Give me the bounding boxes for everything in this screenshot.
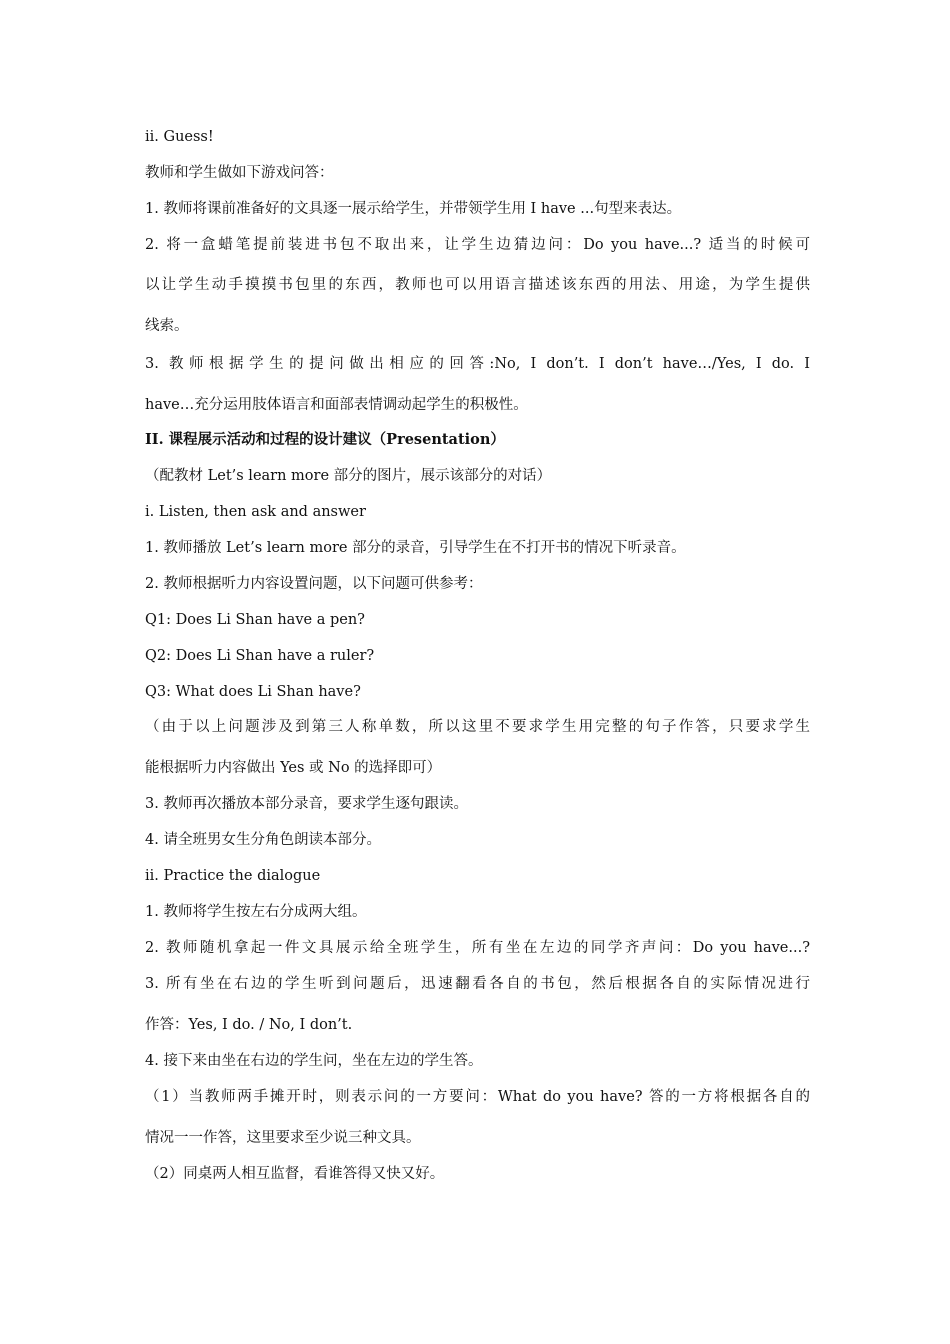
list-item: 1. 教师将课前准备好的文具逐一展示给学生，并带领学生用 I have ...句型来表达。 (145, 201, 682, 217)
sub-list-item: （1）当教师两手摊开时，则表示问的一方要问：What do you have? 答的一方将根据各自的 (145, 1089, 810, 1105)
paragraph-line: 能根据听力内容做出 Yes 或 No 的选择即可） (145, 760, 442, 776)
list-item: 4. 接下来由坐在右边的学生问，坐在左边的学生答。 (145, 1053, 483, 1069)
list-item: 3. 教师再次播放本部分录音，要求学生逐句跟读。 (145, 796, 468, 812)
list-item: 2. 将一盒蜡笔提前装进书包不取出来，让学生边猜边问：Do you have...? 适当的时候可 (145, 237, 810, 253)
paragraph-line: have…充分运用肢体语言和面部表情调动起学生的积极性。 (145, 397, 528, 413)
paragraph-line: 情况一一作答，这里要求至少说三种文具。 (145, 1130, 421, 1146)
subsection-heading-practice: ii. Practice the dialogue (145, 868, 321, 884)
list-item: 2. 教师根据听力内容设置问题，以下问题可供参考： (145, 576, 483, 592)
list-item: 1. 教师将学生按左右分成两大组。 (145, 904, 367, 920)
list-item: 3. 教师根据学生的提问做出相应的回答:No, I don’t. I don’t have…/Yes, I do. I (145, 356, 810, 372)
question-item: Q2: Does Li Shan have a ruler? (145, 648, 375, 664)
sub-list-item: （2）同桌两人相互监督，看谁答得又快又好。 (145, 1166, 445, 1182)
list-item: 1. 教师播放 Let’s learn more 部分的录音，引导学生在不打开书的情况下听录音。 (145, 540, 686, 556)
paragraph-line: 作答：Yes, I do. / No, I don’t. (145, 1017, 353, 1033)
paragraph-line: （由于以上问题涉及到第三人称单数，所以这里不要求学生用完整的句子作答，只要求学生 (145, 719, 810, 735)
list-item: 2. 教师随机拿起一件文具展示给全班学生，所有坐在左边的同学齐声问：Do you have...? (145, 940, 810, 956)
subsection-heading-guess: ii. Guess! (145, 129, 214, 145)
paragraph-line: 以让学生动手摸摸书包里的东西，教师也可以用语言描述该东西的用法、用途，为学生提供 (145, 277, 810, 293)
question-item: Q3: What does Li Shan have? (145, 684, 361, 700)
paragraph-line: 教师和学生做如下游戏问答： (145, 165, 334, 181)
list-item: 4. 请全班男女生分角色朗读本部分。 (145, 832, 381, 848)
section-heading-presentation: II. 课程展示活动和过程的设计建议（Presentation） (145, 431, 505, 448)
question-item: Q1: Does Li Shan have a pen? (145, 612, 365, 628)
paragraph-line: （配教材 Let’s learn more 部分的图片，展示该部分的对话） (145, 468, 552, 484)
list-item: 3. 所有坐在右边的学生听到问题后，迅速翻看各自的书包，然后根据各自的实际情况进行 (145, 976, 810, 992)
subsection-heading-listen: i. Listen, then ask and answer (145, 504, 366, 520)
paragraph-line: 线索。 (145, 318, 189, 334)
